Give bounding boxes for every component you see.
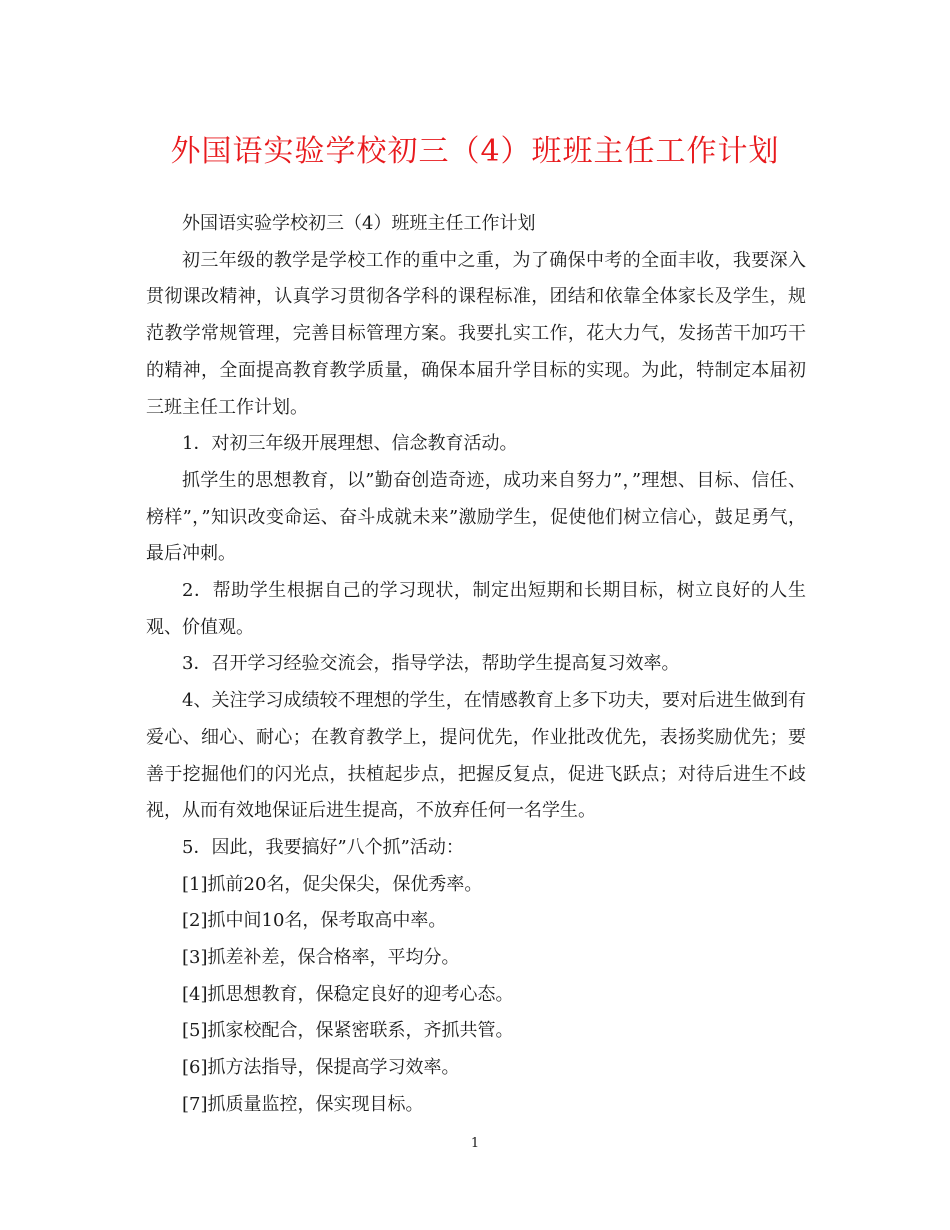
list-item: [1]抓前20名，促尖保尖，保优秀率。 [182, 873, 483, 895]
item-1-heading: 1．对初三年级开展理想、信念教育活动。 [182, 433, 518, 455]
list-item: [4]抓思想教育，保稳定良好的迎考心态。 [182, 983, 514, 1005]
list-item: [7]抓质量监控，保实现目标。 [182, 1093, 424, 1115]
list-item: [2]抓中间10名，保考取高中率。 [182, 910, 447, 932]
item-4-paragraph: 4、关注学习成绩较不理想的学生，在情感教育上多下功夫，要对后进生做到有爱心、细心、耐心；在教育教学上，提问优先，作业批改优先，表扬奖励优先；要善于挖掘他们的闪光点，扶植起步点，把握反复点，促进飞跃点；对待后进生不歧视，从而有效地保证后进生提高，不放弃任何一名学生。 [146, 690, 806, 822]
list-item: [6]抓方法指导，保提高学习效率。 [182, 1057, 460, 1079]
page-number: 1 [470, 1136, 480, 1151]
document-title: 外国语实验学校初三（4）班班主任工作计划 [170, 134, 780, 169]
item-3-paragraph: 3．召开学习经验交流会，指导学法，帮助学生提高复习效率。 [182, 653, 680, 675]
intro-paragraph: 初三年级的教学是学校工作的重中之重，为了确保中考的全面丰收，我要深入贯彻课改精神，认真学习贯彻各学科的课程标准，团结和依靠全体家长及学生，规范教学常规管理，完善目标管理方案。我要扎实工作，花大力气，发扬苦干加巧干的精神，全面提高教育教学质量，确保本届升学目标的实现。为此，特制定本届初三班主任工作计划。 [146, 249, 806, 418]
item-5-heading: 5．因此，我要搞好”八个抓”活动： [182, 836, 464, 858]
document-body [146, 206, 806, 1124]
list-item: [5]抓家校配合，保紧密联系，齐抓共管。 [182, 1020, 514, 1042]
subtitle-paragraph: 外国语实验学校初三（4）班班主任工作计划 [182, 213, 536, 234]
item-2-paragraph: 2．帮助学生根据自己的学习现状，制定出短期和长期目标，树立良好的人生观、价值观。 [146, 580, 806, 638]
item-1-detail: 抓学生的思想教育，以”勤奋创造奇迹，成功来自努力”，”理想、目标、信任、榜样”，”知识改变命运、奋斗成就未来”激励学生，促使他们树立信心，鼓足勇气，最后冲刺。 [146, 469, 806, 565]
list-item: [3]抓差补差，保合格率，平均分。 [182, 947, 460, 969]
